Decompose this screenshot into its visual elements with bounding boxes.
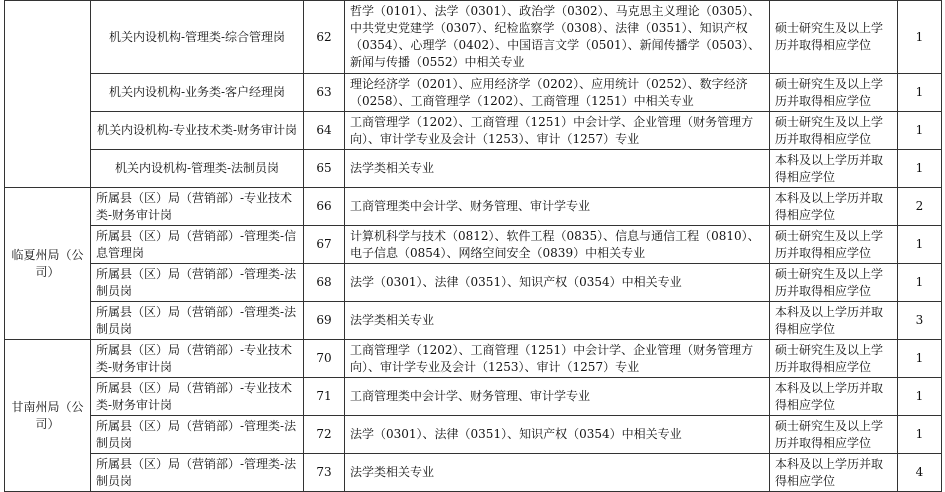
major-cell: 工商管理学（1202）、工商管理（1251）中会计学、企业管理（财务管理方向）、审计学专业及会计（1253）、审计（1257）专业 xyxy=(345,340,770,378)
education-cell: 硕士研究生及以上学历并取得相应学位 xyxy=(770,340,898,378)
count-cell: 3 xyxy=(898,302,942,340)
code-cell: 70 xyxy=(304,340,345,378)
count-cell: 1 xyxy=(898,416,942,454)
education-cell: 本科及以上学历并取得相应学位 xyxy=(770,150,898,188)
code-cell: 64 xyxy=(304,112,345,150)
post-cell: 所属县（区）局（营销部）-专业技术类-财务审计岗 xyxy=(91,378,304,416)
table-row xyxy=(5,264,942,302)
code-cell: 62 xyxy=(304,1,345,74)
post-cell: 所属县（区）局（营销部）-管理类-信息管理岗 xyxy=(91,226,304,264)
table-row xyxy=(5,454,942,492)
education-cell: 硕士研究生及以上学历并取得相应学位 xyxy=(770,416,898,454)
table-row xyxy=(5,378,942,416)
major-cell: 工商管理学（1202）、工商管理（1251）中会计学、企业管理（财务管理方向）、审计学专业及会计（1253）、审计（1257）专业 xyxy=(345,112,770,150)
education-cell: 硕士研究生及以上学历并取得相应学位 xyxy=(770,1,898,74)
post-cell: 所属县（区）局（营销部）-管理类-法制员岗 xyxy=(91,416,304,454)
education-cell: 硕士研究生及以上学历并取得相应学位 xyxy=(770,226,898,264)
table-row xyxy=(5,302,942,340)
code-cell: 68 xyxy=(304,264,345,302)
major-cell: 法学类相关专业 xyxy=(345,302,770,340)
major-cell: 计算机科学与技术（0812）、软件工程（0835）、信息与通信工程（0810）、电子信息（0854）、网络空间安全（0839）中相关专业 xyxy=(345,226,770,264)
table-row xyxy=(5,416,942,454)
count-cell: 4 xyxy=(898,454,942,492)
code-cell: 73 xyxy=(304,454,345,492)
education-cell: 本科及以上学历并取得相应学位 xyxy=(770,378,898,416)
post-cell: 所属县（区）局（营销部）-专业技术类-财务审计岗 xyxy=(91,188,304,226)
code-cell: 63 xyxy=(304,74,345,112)
table-row xyxy=(5,340,942,378)
code-cell: 67 xyxy=(304,226,345,264)
org-cell: 临夏州局（公司） xyxy=(5,188,91,340)
education-cell: 硕士研究生及以上学历并取得相应学位 xyxy=(770,264,898,302)
education-cell: 本科及以上学历并取得相应学位 xyxy=(770,302,898,340)
count-cell: 1 xyxy=(898,150,942,188)
recruitment-table xyxy=(4,0,942,492)
major-cell: 法学类相关专业 xyxy=(345,150,770,188)
table-row xyxy=(5,226,942,264)
org-cell xyxy=(5,1,91,188)
code-cell: 66 xyxy=(304,188,345,226)
major-cell: 哲学（0101）、法学（0301）、政治学（0302）、马克思主义理论（0305）、中共党史党建学（0307）、纪检监察学（0308）、法律（0351）、知识产权（0354）、心理学（0402）、中国语言文学（0501）、新闻传播学（0503）、新闻与传播（0552）中相关专业 xyxy=(345,1,770,74)
major-cell: 法学（0301）、法律（0351）、知识产权（0354）中相关专业 xyxy=(345,416,770,454)
count-cell: 1 xyxy=(898,112,942,150)
post-cell: 机关内设机构-业务类-客户经理岗 xyxy=(91,74,304,112)
post-cell: 所属县（区）局（营销部）-管理类-法制员岗 xyxy=(91,302,304,340)
code-cell: 69 xyxy=(304,302,345,340)
count-cell: 2 xyxy=(898,188,942,226)
post-cell: 机关内设机构-专业技术类-财务审计岗 xyxy=(91,112,304,150)
post-cell: 所属县（区）局（营销部）-管理类-法制员岗 xyxy=(91,454,304,492)
post-cell: 所属县（区）局（营销部）-管理类-法制员岗 xyxy=(91,264,304,302)
table-row xyxy=(5,112,942,150)
education-cell: 硕士研究生及以上学历并取得相应学位 xyxy=(770,74,898,112)
table-row xyxy=(5,188,942,226)
post-cell: 机关内设机构-管理类-法制员岗 xyxy=(91,150,304,188)
count-cell: 1 xyxy=(898,340,942,378)
count-cell: 1 xyxy=(898,378,942,416)
code-cell: 72 xyxy=(304,416,345,454)
table-row xyxy=(5,74,942,112)
post-cell: 机关内设机构-管理类-综合管理岗 xyxy=(91,1,304,74)
count-cell: 1 xyxy=(898,226,942,264)
education-cell: 本科及以上学历并取得相应学位 xyxy=(770,188,898,226)
major-cell: 工商管理类中会计学、财务管理、审计学专业 xyxy=(345,188,770,226)
education-cell: 本科及以上学历并取得相应学位 xyxy=(770,454,898,492)
post-cell: 所属县（区）局（营销部）-专业技术类-财务审计岗 xyxy=(91,340,304,378)
education-cell: 硕士研究生及以上学历并取得相应学位 xyxy=(770,112,898,150)
code-cell: 71 xyxy=(304,378,345,416)
count-cell: 1 xyxy=(898,1,942,74)
table-row xyxy=(5,150,942,188)
major-cell: 法学类相关专业 xyxy=(345,454,770,492)
major-cell: 法学（0301）、法律（0351）、知识产权（0354）中相关专业 xyxy=(345,264,770,302)
recruitment-table-container xyxy=(4,0,941,492)
count-cell: 1 xyxy=(898,264,942,302)
table-row xyxy=(5,1,942,74)
major-cell: 理论经济学（0201）、应用经济学（0202）、应用统计（0252）、数字经济（0258）、工商管理学（1202）、工商管理（1251）中相关专业 xyxy=(345,74,770,112)
code-cell: 65 xyxy=(304,150,345,188)
count-cell: 1 xyxy=(898,74,942,112)
org-cell: 甘南州局（公司） xyxy=(5,340,91,492)
major-cell: 工商管理类中会计学、财务管理、审计学专业 xyxy=(345,378,770,416)
